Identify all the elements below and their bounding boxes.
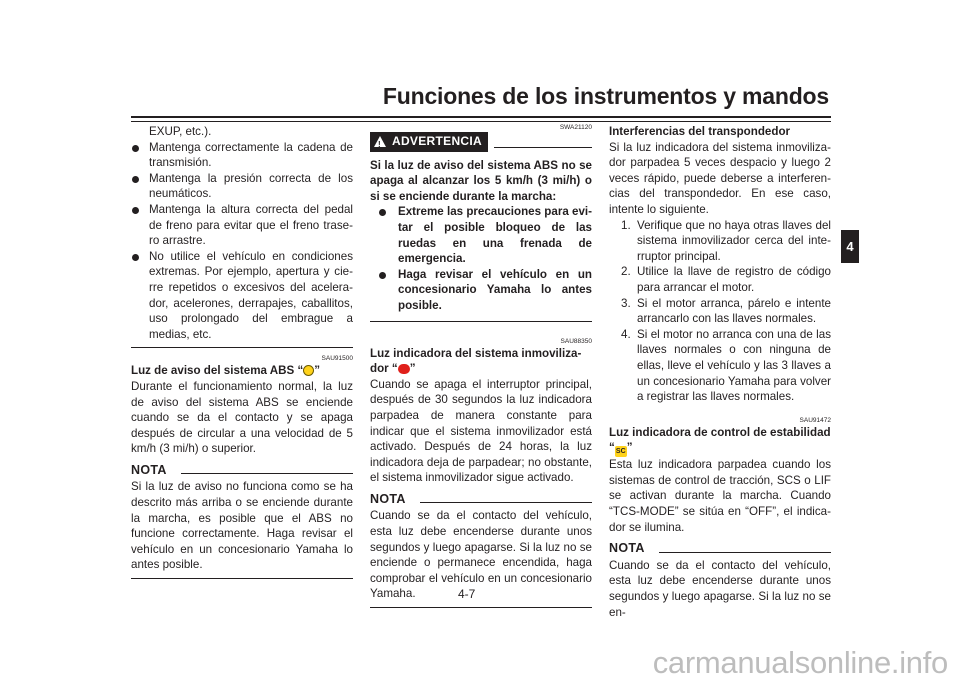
- list-item: Extreme las precauciones para evitar el posible bloqueo de las ruedas en una frenada de emergencia.: [378, 204, 592, 266]
- section-heading: Luz indicadora de control de estabilidad: [609, 425, 831, 439]
- list-item: Mantenga la presión correcta de los neumáticos.: [131, 171, 353, 202]
- list-item: 2. Utilice la llave de registro de código para arrancar el motor.: [621, 265, 831, 294]
- page-number: 4-7: [458, 587, 476, 601]
- bullet-icon: [132, 176, 139, 183]
- list-item: 1. Verifique que no haya otras llaves del sistema inmovilizador cerca del interruptor principal.: [621, 218, 831, 263]
- section-heading: Luz de aviso del sistema ABS “ ”: [131, 364, 321, 378]
- bullet-icon: [379, 272, 386, 279]
- section-body: Cuando se apaga el interruptor principal, después de 30 segundos la luz indicadora parpadea de manera constante para indicar que el sistema inmovilizador está activado. Después de 24 horas, la luz indicadora deja de parpadear; no obstante, el sistema inmovilizador sigue activado.: [370, 377, 592, 485]
- nota-divider: [131, 578, 353, 579]
- bullet-icon: [132, 207, 139, 214]
- bullet-icon: [379, 209, 386, 216]
- nota-text: Si la luz de aviso no funciona como se ha descrito más arriba o se enciende durante la marcha, es posible que el ABS no funcione correctamente. Haga revisar el vehículo en un concesionario Yamaha lo antes posible.: [131, 480, 353, 572]
- bullet-icon: [132, 145, 139, 152]
- warning-divider: [370, 321, 592, 322]
- nota-header: NOTA: [609, 541, 831, 557]
- nota-text: Cuando se da el contacto del vehículo, esta luz debe encenderse durante unos segundos y luego apagarse. Si la luz no se enciende o permanece encendida, haga comprobar el vehículo en un concesionario Yamaha.: [370, 509, 592, 601]
- chapter-tab[interactable]: 4: [841, 230, 859, 263]
- list-item: 4. Si el motor no arranca con una de las llaves normales o con ninguna de ellas, lleve el vehículo y las 3 llaves a un concesionario Yamaha para volver a registrar las llaves normales.: [621, 327, 831, 404]
- nota-header: NOTA: [370, 492, 592, 508]
- section-heading: Interferencias del transpondedor: [609, 125, 791, 138]
- column-right: [609, 124, 831, 620]
- section-code: SAU88350: [560, 337, 592, 345]
- nota-header: NOTA: [131, 463, 353, 479]
- abs-warning-icon: [303, 365, 314, 376]
- immobilizer-indicator-icon: [398, 364, 410, 374]
- section-code: SAU91500: [321, 355, 353, 363]
- list-item: No utilice el vehículo en condiciones extremas. Por ejemplo, apertura y cierre repetidos o excesivos del acelerador, acelerones, derrapajes, caballitos, uso prolongado del embrague a medias, etc.: [131, 249, 353, 343]
- section-heading: Luz indicadora del sistema inmovilizador “ ”: [370, 346, 582, 376]
- list-item: 3. Si el motor arranca, párelo e intente arrancarlo con las llaves normales.: [621, 296, 831, 326]
- nota-text: Cuando se da el contacto del vehículo, esta luz debe encenderse durante unos segundos y luego apagarse. Si la luz no se en-: [609, 558, 831, 619]
- section-divider: [131, 347, 353, 348]
- warning-triangle-icon: !: [374, 136, 386, 147]
- section-body: Esta luz indicadora parpadea cuando los sistemas de control de tracción, SCS o LIF se activan durante la marcha. Cuando “TCS-MODE” se sitúa en “OFF”, el indicador se ilumina.: [609, 458, 831, 534]
- bullet-continuation: EXUP, etc.).: [149, 125, 212, 138]
- nota-divider: [370, 607, 592, 608]
- stability-control-icon: SC: [615, 448, 626, 456]
- column-middle: [370, 124, 592, 608]
- warning-code: SWA21120: [559, 124, 592, 131]
- section-heading-icon-line: “SC”: [609, 441, 633, 456]
- header-rule-thin: [131, 121, 831, 122]
- section-code: SAU91472: [799, 416, 831, 424]
- warning-intro: Si la luz de aviso del sistema ABS no se apaga al alcanzar los 5 km/h (3 mi/h) o si se enciende durante la marcha:: [370, 158, 592, 203]
- page-title: Funciones de los instrumentos y mandos: [382, 83, 829, 109]
- bullet-icon: [132, 254, 139, 261]
- list-item: Mantenga la altura correcta del pedal de freno para evitar que el freno trasero arrastre.: [131, 202, 353, 249]
- header-rule: [131, 116, 831, 118]
- warning-header: ! ADVERTENCIA: [370, 132, 592, 152]
- section-body: Si la luz indicadora del sistema inmovilizador parpadea 5 veces despacio y luego 2 veces rápido, puede deberse a interferencias del transpondedor. En ese caso, intente lo siguiente.: [609, 140, 831, 216]
- list-item: Haga revisar el vehículo en un concesionario Yamaha lo antes posible.: [378, 267, 592, 314]
- list-item: Mantenga correctamente la cadena de transmisión.: [131, 140, 353, 171]
- column-left: [131, 124, 353, 579]
- footer-watermark[interactable]: carmanualsonline.info: [652, 645, 948, 680]
- section-body: Durante el funcionamiento normal, la luz de aviso del sistema ABS se enciende cuando se da el contacto y se apaga después de circular a una velocidad de 5 km/h (3 mi/h) o superior.: [131, 379, 353, 456]
